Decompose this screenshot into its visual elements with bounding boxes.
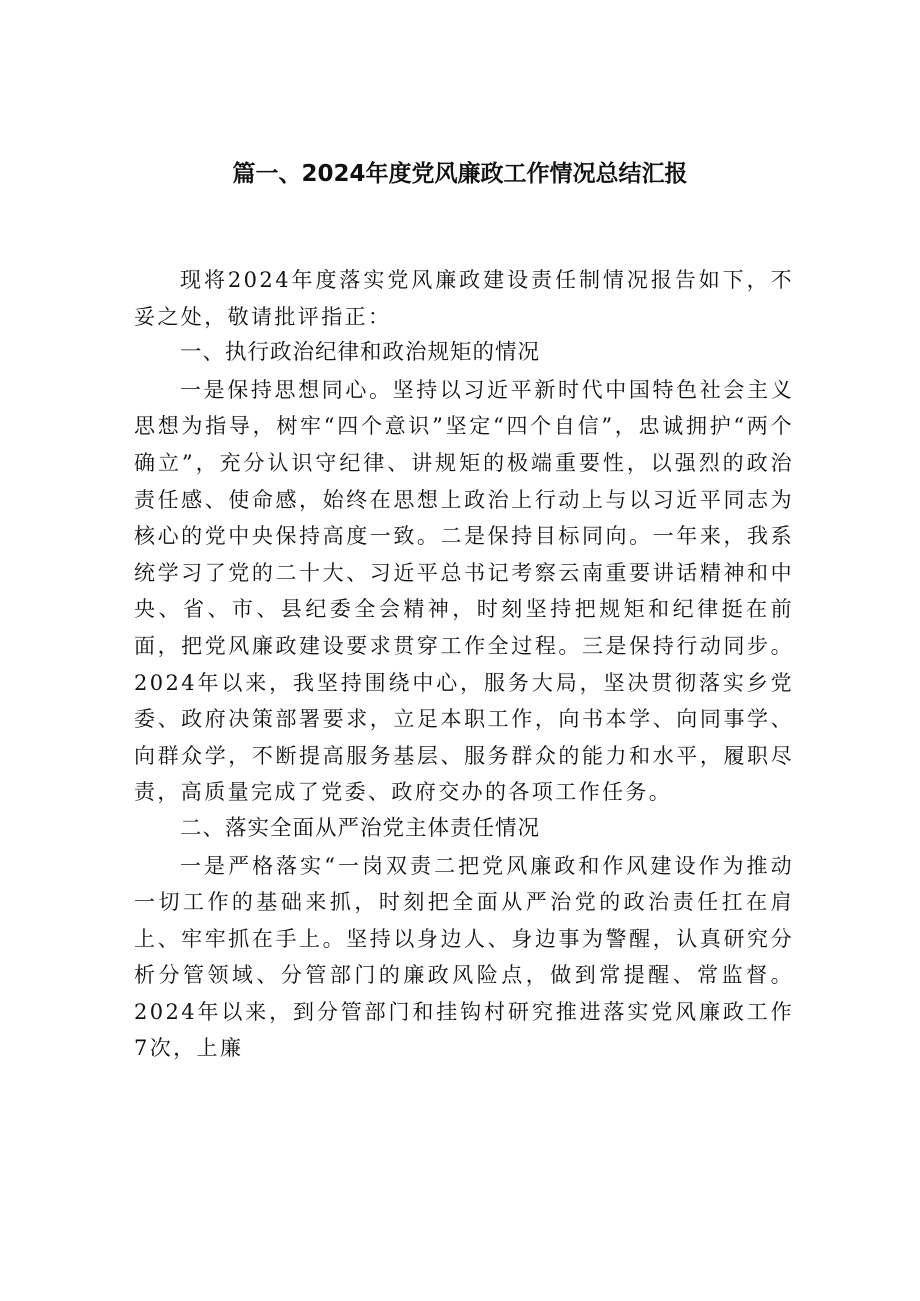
document-body: [134, 262, 794, 1067]
section-2-paragraph: 一是严格落实“一岗双责二把党风廉政和作风建设作为推动一切工作的基础来抓，时刻把全面从严治党的政治责任扛在肩上、牢牢抓在手上。坚持以身边人、身边事为警醒，认真研究分析分管领域、分管部门的廉政风险点，做到常提醒、常监督。2024年以来，到分管部门和挂钩村研究推进落实党风廉政工作7次，上廉: [134, 853, 794, 1061]
section-2-heading: 二、落实全面从严治党主体责任情况: [180, 815, 541, 841]
document-title: 篇一、2024年度党风廉政工作情况总结汇报: [232, 161, 688, 187]
intro-paragraph: 现将2024年度落实党风廉政建设责任制情况报告如下，不妥之处，敬请批评指正：: [134, 268, 794, 329]
section-1-heading: 一、执行政治纪律和政治规矩的情况: [180, 340, 541, 366]
section-1-paragraph: 一是保持思想同心。坚持以习近平新时代中国特色社会主义思想为指导，树牢“四个意识”坚定“四个自信”，忠诚拥护“两个确立”，充分认识守纪律、讲规矩的极端重要性，以强烈的政治责任感、使命感，始终在思想上政治上行动上与以习近平同志为核心的党中央保持高度一致。二是保持目标同向。一年来，我系统学习了党的二十大、习近平总书记考察云南重要讲话精神和中央、省、市、县纪委全会精神，时刻坚持把规矩和纪律挺在前面，把党风廉政建设要求贯穿工作全过程。三是保持行动同步。2024年以来，我坚持围绕中心，服务大局，坚决贯彻落实乡党委、政府决策部署要求，立足本职工作，向书本学、向同事学、向群众学，不断提高服务基层、服务群众的能力和水平，履职尽责，高质量完成了党委、政府交办的各项工作任务。: [134, 377, 794, 805]
